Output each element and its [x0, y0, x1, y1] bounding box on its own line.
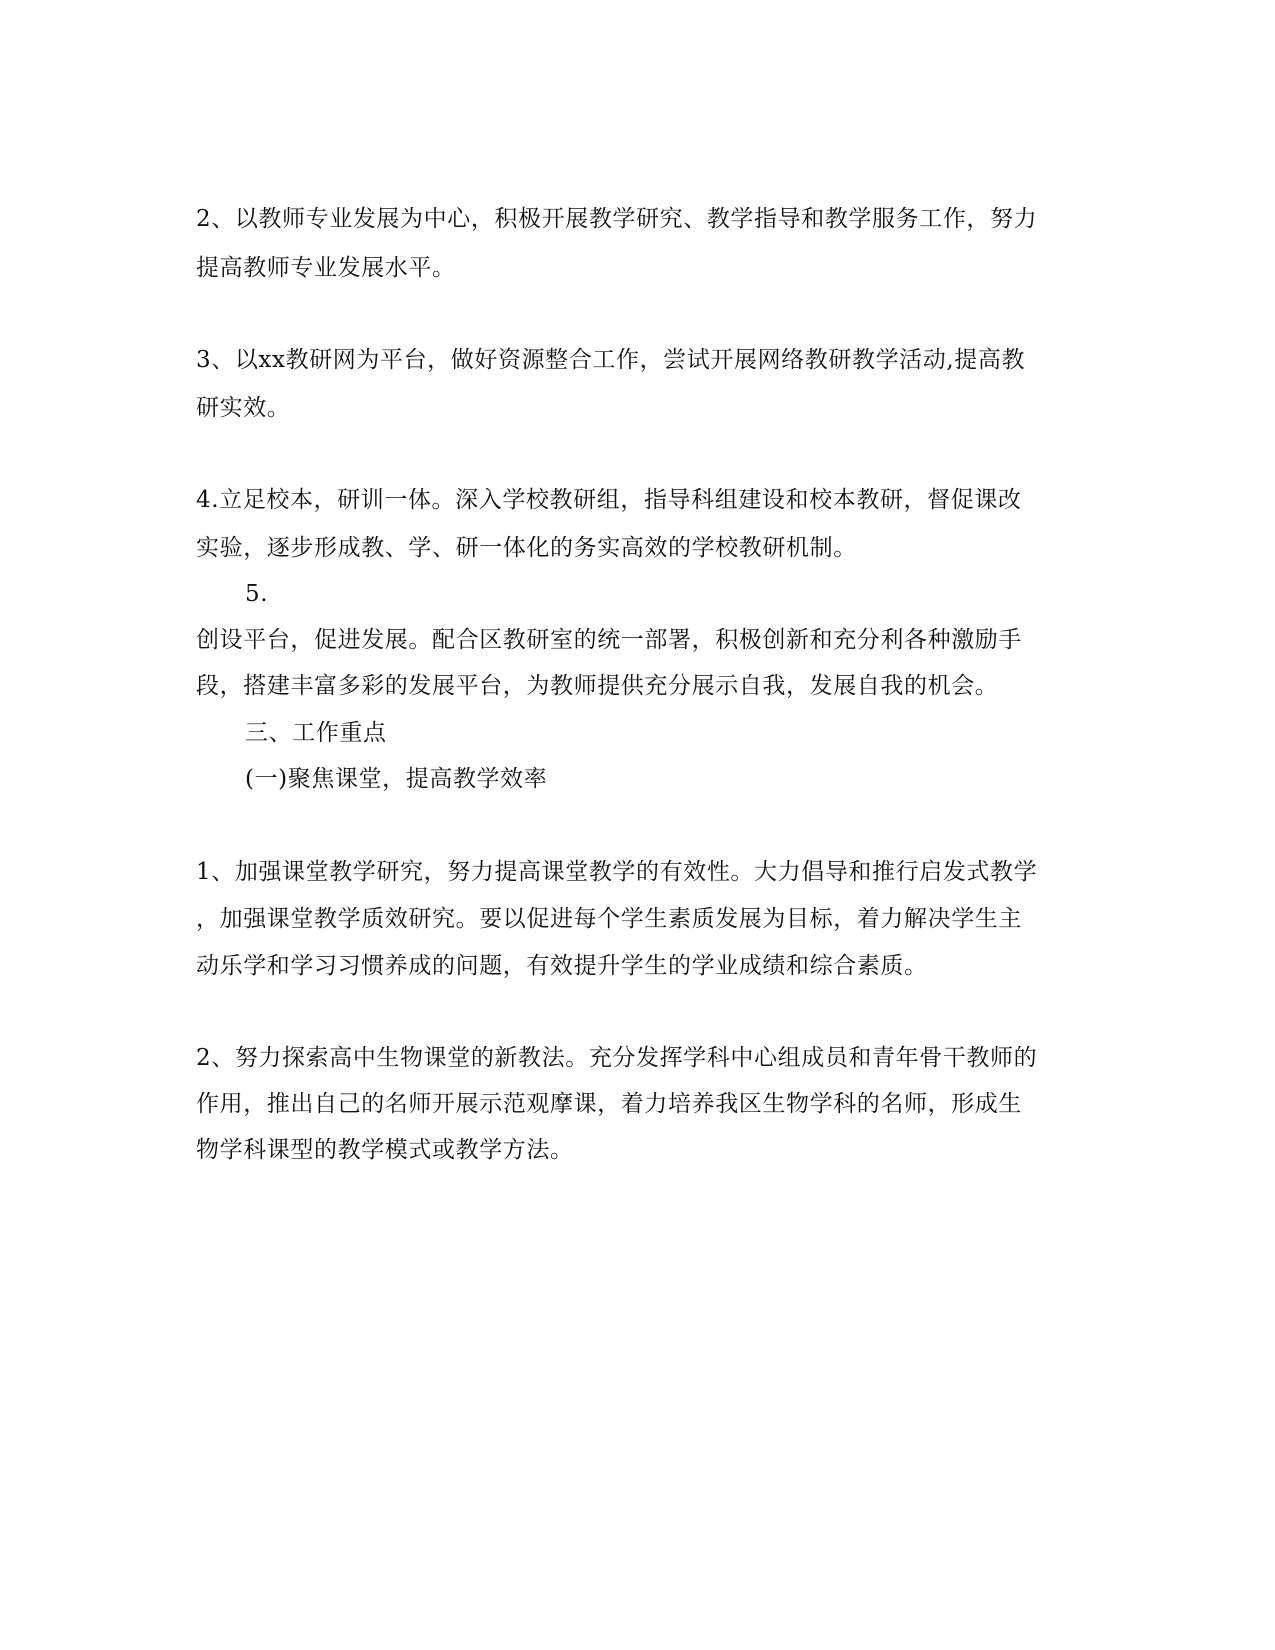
paragraph-5-line-1: 创设平台，促进发展。配合区教研室的统一部署，积极创新和充分利各种激励手 [196, 627, 1022, 653]
section-heading: 三、工作重点 [245, 720, 387, 746]
paragraph-5-line-2: 段，搭建丰富多彩的发展平台，为教师提供充分展示自我，发展自我的机会。 [196, 673, 999, 699]
item-2-line-2: 作用，推出自己的名师开展示范观摩课，着力培养我区生物学科的名师，形成生 [196, 1091, 1022, 1117]
item-2-line-1: 2、努力探索高中生物课堂的新教法。充分发挥学科中心组成员和青年骨干教师的 [196, 1045, 1038, 1071]
item-2-line-3: 物学科课型的教学模式或教学方法。 [196, 1137, 574, 1163]
item-1-line-2: ，加强课堂教学质效研究。要以促进每个学生素质发展为目标，着力解决学生主 [196, 906, 1022, 932]
paragraph-3-line-2: 研实效。 [196, 395, 291, 421]
paragraph-4-line-2: 实验，逐步形成教、学、研一体化的务实高效的学校教研机制。 [196, 535, 857, 561]
item-1-line-1: 1、加强课堂教学研究，努力提高课堂教学的有效性。大力倡导和推行启发式教学 [196, 859, 1038, 885]
paragraph-2-line-2: 提高教师专业发展水平。 [196, 255, 456, 281]
paragraph-4-line-1: 4.立足校本，研训一体。深入学校教研组，指导科组建设和校本教研，督促课改 [196, 487, 1022, 513]
paragraph-5-number: 5. [245, 581, 269, 607]
item-1-line-3: 动乐学和学习习惯养成的问题，有效提升学生的学业成绩和综合素质。 [196, 953, 928, 979]
subsection-heading: (一)聚焦课堂，提高教学效率 [245, 766, 548, 792]
paragraph-3-line-1: 3、以xx教研网为平台，做好资源整合工作，尝试开展网络教研教学活动,提高教 [196, 347, 1026, 373]
paragraph-2-line-1: 2、以教师专业发展为中心，积极开展教学研究、教学指导和教学服务工作，努力 [196, 206, 1038, 232]
